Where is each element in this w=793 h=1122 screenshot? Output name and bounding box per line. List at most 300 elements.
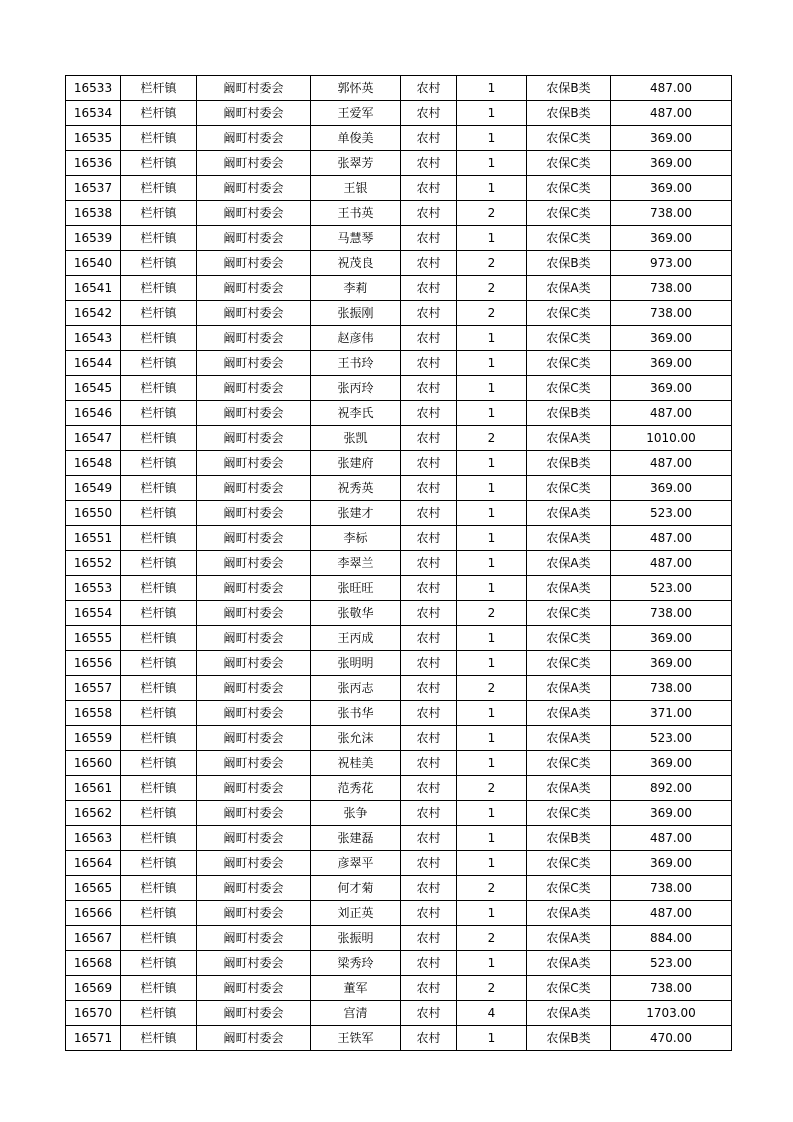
table-row [66,101,732,126]
persons-cell: 2 [457,676,527,701]
table-row [66,651,732,676]
category-cell: 农保A类 [527,701,611,726]
residence-cell: 农村 [401,826,457,851]
serial-cell: 16570 [66,1001,121,1026]
serial-cell: 16538 [66,201,121,226]
category-cell: 农保C类 [527,201,611,226]
village-cell: 阚町村委会 [197,1026,311,1051]
persons-cell: 1 [457,376,527,401]
category-cell: 农保A类 [527,526,611,551]
village-cell: 阚町村委会 [197,376,311,401]
town-cell: 栏杆镇 [121,351,197,376]
serial-cell: 16536 [66,151,121,176]
name-cell: 张建磊 [311,826,401,851]
serial-cell: 16557 [66,676,121,701]
serial-cell: 16558 [66,701,121,726]
village-cell: 阚町村委会 [197,801,311,826]
table-row [66,476,732,501]
village-cell: 阚町村委会 [197,701,311,726]
village-cell: 阚町村委会 [197,726,311,751]
table-row [66,826,732,851]
name-cell: 张书华 [311,701,401,726]
name-cell: 李莉 [311,276,401,301]
persons-cell: 1 [457,1026,527,1051]
town-cell: 栏杆镇 [121,326,197,351]
serial-cell: 16548 [66,451,121,476]
town-cell: 栏杆镇 [121,851,197,876]
town-cell: 栏杆镇 [121,601,197,626]
residence-cell: 农村 [401,376,457,401]
amount-cell: 738.00 [611,301,732,326]
persons-cell: 1 [457,326,527,351]
village-cell: 阚町村委会 [197,576,311,601]
serial-cell: 16566 [66,901,121,926]
category-cell: 农保C类 [527,851,611,876]
residence-cell: 农村 [401,876,457,901]
village-cell: 阚町村委会 [197,76,311,101]
persons-cell: 2 [457,201,527,226]
town-cell: 栏杆镇 [121,101,197,126]
category-cell: 农保A类 [527,276,611,301]
persons-cell: 2 [457,301,527,326]
amount-cell: 523.00 [611,951,732,976]
table-row [66,901,732,926]
town-cell: 栏杆镇 [121,576,197,601]
table-row [66,701,732,726]
name-cell: 张振明 [311,926,401,951]
town-cell: 栏杆镇 [121,751,197,776]
amount-cell: 369.00 [611,151,732,176]
category-cell: 农保C类 [527,126,611,151]
serial-cell: 16571 [66,1026,121,1051]
town-cell: 栏杆镇 [121,701,197,726]
residence-cell: 农村 [401,301,457,326]
table-row [66,501,732,526]
name-cell: 何才菊 [311,876,401,901]
residence-cell: 农村 [401,751,457,776]
persons-cell: 1 [457,526,527,551]
village-cell: 阚町村委会 [197,751,311,776]
name-cell: 张建府 [311,451,401,476]
category-cell: 农保B类 [527,251,611,276]
village-cell: 阚町村委会 [197,901,311,926]
persons-cell: 2 [457,776,527,801]
serial-cell: 16569 [66,976,121,1001]
persons-cell: 1 [457,551,527,576]
table-row [66,151,732,176]
serial-cell: 16540 [66,251,121,276]
amount-cell: 371.00 [611,701,732,726]
category-cell: 农保C类 [527,976,611,1001]
town-cell: 栏杆镇 [121,826,197,851]
name-cell: 祝桂美 [311,751,401,776]
name-cell: 单俊美 [311,126,401,151]
table-row [66,526,732,551]
residence-cell: 农村 [401,401,457,426]
amount-cell: 369.00 [611,851,732,876]
serial-cell: 16565 [66,876,121,901]
village-cell: 阚町村委会 [197,676,311,701]
name-cell: 张争 [311,801,401,826]
serial-cell: 16561 [66,776,121,801]
amount-cell: 973.00 [611,251,732,276]
category-cell: 农保C类 [527,801,611,826]
residence-cell: 农村 [401,926,457,951]
serial-cell: 16559 [66,726,121,751]
village-cell: 阚町村委会 [197,276,311,301]
category-cell: 农保A类 [527,551,611,576]
amount-cell: 369.00 [611,126,732,151]
category-cell: 农保C类 [527,876,611,901]
category-cell: 农保A类 [527,926,611,951]
serial-cell: 16533 [66,76,121,101]
village-cell: 阚町村委会 [197,226,311,251]
serial-cell: 16542 [66,301,121,326]
category-cell: 农保C类 [527,301,611,326]
category-cell: 农保A类 [527,426,611,451]
amount-cell: 487.00 [611,401,732,426]
town-cell: 栏杆镇 [121,676,197,701]
residence-cell: 农村 [401,201,457,226]
amount-cell: 487.00 [611,526,732,551]
amount-cell: 1010.00 [611,426,732,451]
residence-cell: 农村 [401,626,457,651]
serial-cell: 16539 [66,226,121,251]
serial-cell: 16555 [66,626,121,651]
category-cell: 农保B类 [527,76,611,101]
name-cell: 李标 [311,526,401,551]
table-row [66,1026,732,1051]
table-row [66,976,732,1001]
town-cell: 栏杆镇 [121,651,197,676]
name-cell: 张旺旺 [311,576,401,601]
serial-cell: 16547 [66,426,121,451]
category-cell: 农保B类 [527,451,611,476]
residence-cell: 农村 [401,76,457,101]
name-cell: 李翠兰 [311,551,401,576]
name-cell: 彦翠平 [311,851,401,876]
amount-cell: 487.00 [611,826,732,851]
table-row [66,876,732,901]
village-cell: 阚町村委会 [197,876,311,901]
amount-cell: 1703.00 [611,1001,732,1026]
serial-cell: 16535 [66,126,121,151]
category-cell: 农保A类 [527,726,611,751]
persons-cell: 1 [457,651,527,676]
persons-cell: 1 [457,401,527,426]
table-row [66,726,732,751]
payment-table [65,75,732,1051]
residence-cell: 农村 [401,126,457,151]
table-row [66,401,732,426]
name-cell: 祝茂良 [311,251,401,276]
name-cell: 祝李氏 [311,401,401,426]
amount-cell: 523.00 [611,501,732,526]
serial-cell: 16563 [66,826,121,851]
residence-cell: 农村 [401,351,457,376]
category-cell: 农保C类 [527,226,611,251]
name-cell: 张明明 [311,651,401,676]
persons-cell: 2 [457,601,527,626]
town-cell: 栏杆镇 [121,1001,197,1026]
village-cell: 阚町村委会 [197,151,311,176]
category-cell: 农保A类 [527,1001,611,1026]
persons-cell: 2 [457,276,527,301]
table-row [66,251,732,276]
category-cell: 农保C类 [527,351,611,376]
serial-cell: 16551 [66,526,121,551]
serial-cell: 16537 [66,176,121,201]
town-cell: 栏杆镇 [121,226,197,251]
amount-cell: 470.00 [611,1026,732,1051]
name-cell: 张凯 [311,426,401,451]
persons-cell: 1 [457,951,527,976]
serial-cell: 16568 [66,951,121,976]
name-cell: 王丙成 [311,626,401,651]
table-row [66,301,732,326]
serial-cell: 16556 [66,651,121,676]
amount-cell: 369.00 [611,376,732,401]
village-cell: 阚町村委会 [197,401,311,426]
amount-cell: 369.00 [611,651,732,676]
persons-cell: 4 [457,1001,527,1026]
persons-cell: 1 [457,626,527,651]
name-cell: 王铁军 [311,1026,401,1051]
residence-cell: 农村 [401,226,457,251]
category-cell: 农保C类 [527,751,611,776]
name-cell: 范秀花 [311,776,401,801]
table-row [66,926,732,951]
village-cell: 阚町村委会 [197,126,311,151]
persons-cell: 1 [457,451,527,476]
name-cell: 宫清 [311,1001,401,1026]
persons-cell: 2 [457,251,527,276]
name-cell: 张允沫 [311,726,401,751]
table-row [66,376,732,401]
village-cell: 阚町村委会 [197,626,311,651]
persons-cell: 1 [457,151,527,176]
village-cell: 阚町村委会 [197,101,311,126]
category-cell: 农保C类 [527,151,611,176]
amount-cell: 487.00 [611,451,732,476]
village-cell: 阚町村委会 [197,926,311,951]
village-cell: 阚町村委会 [197,451,311,476]
residence-cell: 农村 [401,801,457,826]
residence-cell: 农村 [401,976,457,1001]
town-cell: 栏杆镇 [121,726,197,751]
persons-cell: 1 [457,901,527,926]
village-cell: 阚町村委会 [197,351,311,376]
category-cell: 农保B类 [527,101,611,126]
village-cell: 阚町村委会 [197,326,311,351]
persons-cell: 1 [457,851,527,876]
serial-cell: 16560 [66,751,121,776]
name-cell: 王书英 [311,201,401,226]
table-row [66,626,732,651]
persons-cell: 1 [457,476,527,501]
amount-cell: 369.00 [611,351,732,376]
serial-cell: 16546 [66,401,121,426]
town-cell: 栏杆镇 [121,626,197,651]
persons-cell: 1 [457,351,527,376]
serial-cell: 16567 [66,926,121,951]
town-cell: 栏杆镇 [121,526,197,551]
serial-cell: 16545 [66,376,121,401]
residence-cell: 农村 [401,451,457,476]
category-cell: 农保C类 [527,651,611,676]
persons-cell: 2 [457,976,527,1001]
amount-cell: 369.00 [611,751,732,776]
town-cell: 栏杆镇 [121,501,197,526]
name-cell: 马慧琴 [311,226,401,251]
town-cell: 栏杆镇 [121,426,197,451]
amount-cell: 369.00 [611,626,732,651]
table-row [66,1001,732,1026]
name-cell: 刘正英 [311,901,401,926]
name-cell: 张丙志 [311,676,401,701]
persons-cell: 1 [457,801,527,826]
residence-cell: 农村 [401,676,457,701]
category-cell: 农保C类 [527,476,611,501]
name-cell: 张敬华 [311,601,401,626]
amount-cell: 369.00 [611,226,732,251]
persons-cell: 2 [457,876,527,901]
table-row [66,676,732,701]
table-row [66,176,732,201]
category-cell: 农保A类 [527,776,611,801]
town-cell: 栏杆镇 [121,126,197,151]
residence-cell: 农村 [401,326,457,351]
serial-cell: 16550 [66,501,121,526]
residence-cell: 农村 [401,576,457,601]
town-cell: 栏杆镇 [121,76,197,101]
name-cell: 张翠芳 [311,151,401,176]
persons-cell: 1 [457,76,527,101]
village-cell: 阚町村委会 [197,301,311,326]
category-cell: 农保C类 [527,601,611,626]
name-cell: 祝秀英 [311,476,401,501]
serial-cell: 16549 [66,476,121,501]
persons-cell: 1 [457,176,527,201]
amount-cell: 523.00 [611,576,732,601]
amount-cell: 487.00 [611,901,732,926]
persons-cell: 1 [457,126,527,151]
table-row [66,551,732,576]
village-cell: 阚町村委会 [197,501,311,526]
category-cell: 农保A类 [527,501,611,526]
amount-cell: 369.00 [611,176,732,201]
category-cell: 农保A类 [527,576,611,601]
amount-cell: 738.00 [611,601,732,626]
table-row [66,951,732,976]
category-cell: 农保A类 [527,676,611,701]
town-cell: 栏杆镇 [121,976,197,1001]
town-cell: 栏杆镇 [121,376,197,401]
serial-cell: 16541 [66,276,121,301]
town-cell: 栏杆镇 [121,301,197,326]
name-cell: 王银 [311,176,401,201]
category-cell: 农保C类 [527,326,611,351]
village-cell: 阚町村委会 [197,526,311,551]
category-cell: 农保A类 [527,951,611,976]
category-cell: 农保C类 [527,176,611,201]
residence-cell: 农村 [401,426,457,451]
amount-cell: 738.00 [611,201,732,226]
persons-cell: 1 [457,501,527,526]
serial-cell: 16534 [66,101,121,126]
residence-cell: 农村 [401,151,457,176]
town-cell: 栏杆镇 [121,776,197,801]
residence-cell: 农村 [401,601,457,626]
village-cell: 阚町村委会 [197,776,311,801]
serial-cell: 16553 [66,576,121,601]
residence-cell: 农村 [401,551,457,576]
persons-cell: 1 [457,726,527,751]
residence-cell: 农村 [401,1001,457,1026]
residence-cell: 农村 [401,951,457,976]
serial-cell: 16564 [66,851,121,876]
table-row [66,226,732,251]
town-cell: 栏杆镇 [121,476,197,501]
table-row [66,451,732,476]
residence-cell: 农村 [401,701,457,726]
persons-cell: 1 [457,751,527,776]
village-cell: 阚町村委会 [197,951,311,976]
residence-cell: 农村 [401,101,457,126]
table-row [66,201,732,226]
table-row [66,426,732,451]
village-cell: 阚町村委会 [197,1001,311,1026]
residence-cell: 农村 [401,476,457,501]
name-cell: 王爱军 [311,101,401,126]
table-row [66,351,732,376]
amount-cell: 738.00 [611,276,732,301]
amount-cell: 369.00 [611,801,732,826]
name-cell: 董军 [311,976,401,1001]
serial-cell: 16554 [66,601,121,626]
town-cell: 栏杆镇 [121,151,197,176]
amount-cell: 738.00 [611,676,732,701]
persons-cell: 2 [457,426,527,451]
category-cell: 农保B类 [527,401,611,426]
category-cell: 农保C类 [527,626,611,651]
town-cell: 栏杆镇 [121,901,197,926]
category-cell: 农保C类 [527,376,611,401]
amount-cell: 487.00 [611,551,732,576]
town-cell: 栏杆镇 [121,951,197,976]
residence-cell: 农村 [401,526,457,551]
name-cell: 张建才 [311,501,401,526]
name-cell: 赵彦伟 [311,326,401,351]
category-cell: 农保B类 [527,826,611,851]
town-cell: 栏杆镇 [121,1026,197,1051]
table-row [66,751,732,776]
residence-cell: 农村 [401,1026,457,1051]
village-cell: 阚町村委会 [197,426,311,451]
residence-cell: 农村 [401,176,457,201]
amount-cell: 369.00 [611,326,732,351]
village-cell: 阚町村委会 [197,851,311,876]
town-cell: 栏杆镇 [121,251,197,276]
village-cell: 阚町村委会 [197,601,311,626]
town-cell: 栏杆镇 [121,401,197,426]
category-cell: 农保A类 [527,901,611,926]
residence-cell: 农村 [401,901,457,926]
amount-cell: 487.00 [611,76,732,101]
table-row [66,576,732,601]
serial-cell: 16562 [66,801,121,826]
persons-cell: 1 [457,101,527,126]
